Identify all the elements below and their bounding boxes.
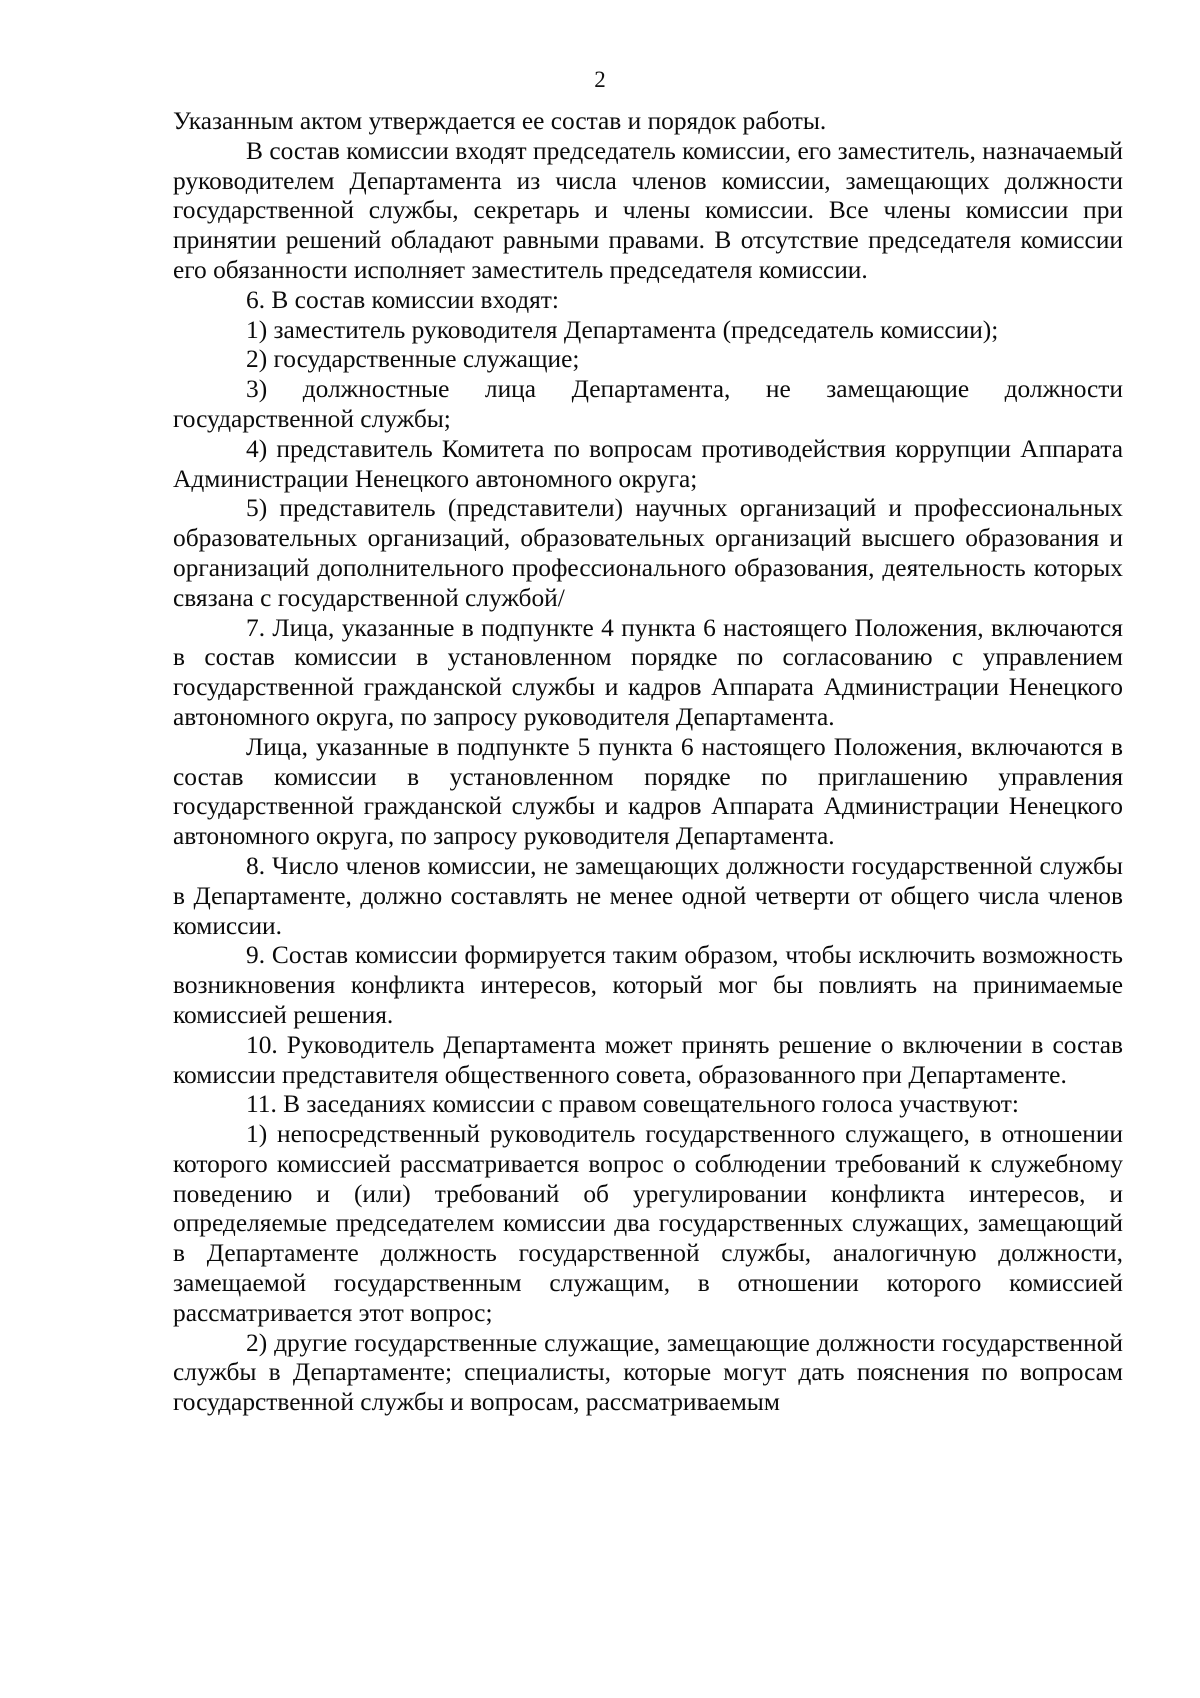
paragraph: 5) представитель (представители) научных организаций и профессиональных образовательных организаций, образовательных организаций высшего образования и организаций дополнительного профессионального образования, деятельность которых связана с государственной службой/: [173, 494, 1123, 612]
paragraph: 10. Руководитель Департамента может принять решение о включении в состав комиссии представителя общественного совета, образованного при Департаменте.: [173, 1030, 1123, 1089]
paragraph: 8. Число членов комиссии, не замещающих должности государственной службы в Департаменте, должно составлять не менее одной четверти от общего числа членов комиссии.: [173, 851, 1123, 940]
paragraph: 9. Состав комиссии формируется таким образом, чтобы исключить возможность возникновения конфликта интересов, который мог бы повлиять на принимаемые комиссией решения.: [173, 941, 1123, 1029]
paragraph: 7. Лица, указанные в подпункте 4 пункта 6 настоящего Положения, включаются в состав комиссии в установленном порядке по согласованию с управлением государственной гражданской службы и кадров Аппарата Администрации Ненецкого автономного округа, по запросу руководителя Департамента.: [173, 613, 1123, 731]
paragraph: 3) должностные лица Департамента, не замещающие должности государственной службы;: [173, 375, 1123, 433]
paragraph: 6. В состав комиссии входят:: [246, 285, 559, 314]
paragraph: Указанным актом утверждается ее состав и порядок работы.: [173, 107, 827, 135]
paragraph: 11. В заседаниях комиссии с правом совещательного голоса участвуют:: [246, 1090, 1019, 1119]
paragraph: 2) государственные служащие;: [246, 345, 580, 374]
page-number: 2: [594, 67, 606, 92]
paragraph: Лица, указанные в подпункте 5 пункта 6 настоящего Положения, включаются в состав комиссии в установленном порядке по приглашению управления государственной гражданской службы и кадров Аппарата Администрации Ненецкого автономного округа, по запросу руководителя Департамента.: [173, 732, 1123, 851]
document-body: [173, 107, 1123, 1418]
paragraph: 2) другие государственные служащие, замещающие должности государственной службы в Департаменте; специалисты, которые могут дать пояснения по вопросам государственной службы и вопросам, рассматриваемым: [173, 1328, 1123, 1417]
paragraph: 4) представитель Комитета по вопросам противодействия коррупции Аппарата Администрации Ненецкого автономного округа;: [173, 434, 1123, 493]
paragraph: 1) непосредственный руководитель государственного служащего, в отношении которого комиссией рассматривается вопрос о соблюдении требований к служебному поведению и (или) требований об урегулировании конфликта интересов, и определяемые председателем комиссии два государственных служащих, замещающий в Департаменте должность государственной службы, аналогичную должности, замещаемой государственным служащим, в отношении которого комиссией рассматривается этот вопрос;: [173, 1120, 1123, 1327]
paragraph: В состав комиссии входят председатель комиссии, его заместитель, назначаемый руководителем Департамента из числа членов комиссии, замещающих должности государственной службы, секретарь и члены комиссии. Все члены комиссии при принятии решений обладают равными правами. В отсутствие председателя комиссии его обязанности исполняет заместитель председателя комиссии.: [173, 136, 1123, 284]
paragraph: 1) заместитель руководителя Департамента (председатель комиссии);: [246, 315, 999, 344]
